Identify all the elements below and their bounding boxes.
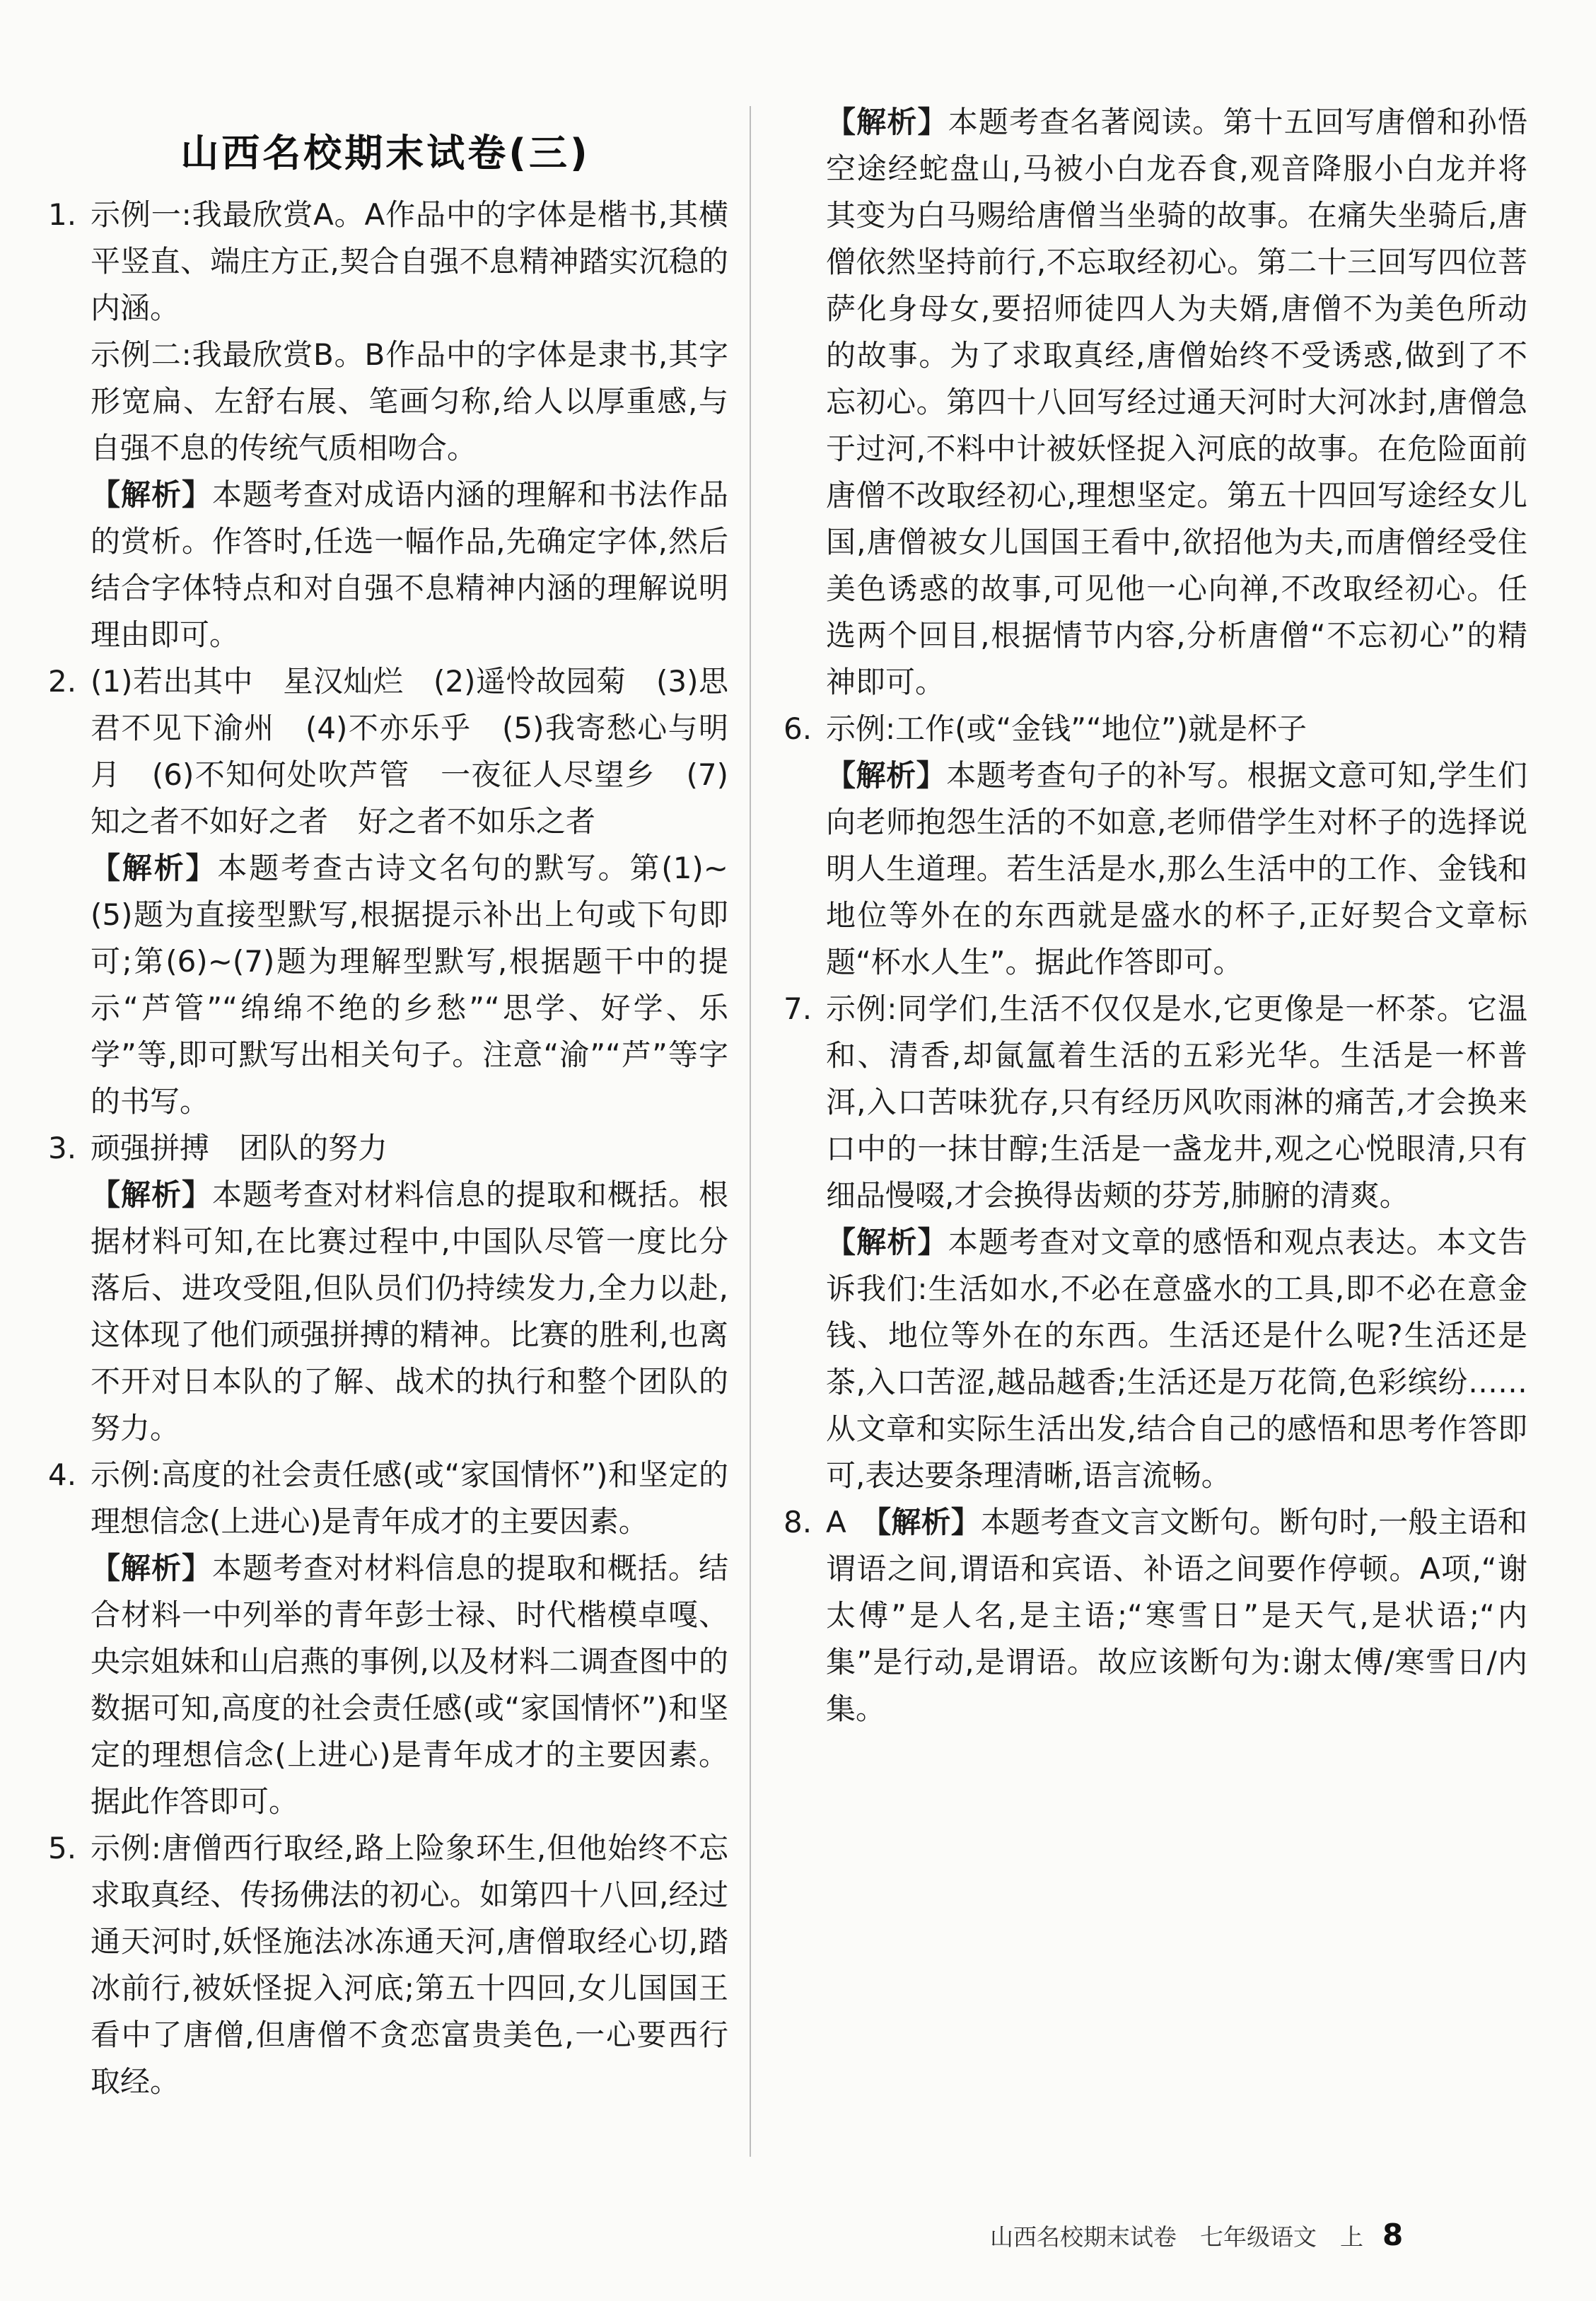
analysis-tag: 【解析】 (826, 105, 948, 139)
page-footer (990, 2218, 1403, 2252)
analysis-tag: 【解析】 (91, 1551, 212, 1585)
item-number: 4. (48, 1457, 77, 1492)
answer-text: 顽强拼搏 团队的努力 (91, 1131, 388, 1165)
answer-item-5-continued (778, 99, 1527, 706)
analysis-body: 本题考查对材料信息的提取和概括。结合材料一中列举的青年彭士禄、时代楷模卓嘎、央宗姐妹和山启燕的事例,以及材料二调查图中的数据可知,高度的社会责任感(或“家国情怀”)和坚定的理想信念(上进心)是青年成才的主要因素。据此作答即可。 (91, 1551, 728, 1819)
analysis-tag: 【解析】 (876, 1505, 981, 1539)
analysis-tag: 【解析】 (826, 1225, 948, 1259)
answer-text: 示例:工作(或“金钱”“地位”)就是杯子 (826, 711, 1307, 746)
answer-item-7 (778, 986, 1527, 1499)
answer-text: 示例:唐僧西行取经,路上险象环生,但他始终不忘求取真经、传扬佛法的初心。如第四十八回,经过通天河时,妖怪施法冰冻通天河,唐僧取经心切,踏冰前行,被妖怪捉入河底;第五十四回,女儿国国王看中了唐僧,但唐僧不贪恋富贵美色,一心要西行取经。 (91, 1831, 728, 2099)
answer-text: (1)若出其中 星汉灿烂 (2)遥怜故园菊 (3)思君不见下渝州 (4)不亦乐乎 (5)我寄愁心与明月 (6)不知何处吹芦管 一夜征人尽望乡 (7)知之者不如好之者 好之者不如乐之者 (91, 664, 728, 839)
analysis-tag: 【解析】 (826, 758, 947, 793)
item-number: 7. (784, 991, 812, 1026)
answer-text: 示例一:我最欣赏A。A作品中的字体是楷书,其横平竖直、端庄方正,契合自强不息精神踏实沉稳的内涵。 (91, 197, 728, 325)
answer-item-1 (42, 192, 728, 658)
analysis-body: 本题考查对材料信息的提取和概括。根据材料可知,在比赛过程中,中国队尽管一度比分落后、进攻受阻,但队员们仍持续发力,全力以赴,这体现了他们顽强拼搏的精神。比赛的胜利,也离不开对日本队的了解、战术的执行和整个团队的努力。 (91, 1177, 728, 1445)
analysis-body: 本题考查文言文断句。断句时,一般主语和谓语之间,谓语和宾语、补语之间要作停顿。A项,“谢太傅”是人名,是主语;“寒雪日”是天气,是状语;“内集”是行动,是谓语。故应该断句为:谢太傅/寒雪日/内集。 (826, 1505, 1527, 1726)
analysis-text (91, 845, 728, 1125)
left-column (42, 92, 728, 2105)
analysis-body: 本题考查古诗文名句的默写。第(1)~(5)题为直接型默写,根据提示补出上句或下句即可;第(6)~(7)题为理解型默写,根据题干中的提示“芦管”“绵绵不绝的乡愁”“思学、好学、乐学”等,即可默写出相关句子。注意“渝”“芦”等字的书写。 (91, 851, 728, 1119)
answer-item-6 (778, 706, 1527, 986)
analysis-body: 本题考查对文章的感悟和观点表达。本文告诉我们:生活如水,不必在意盛水的工具,即不必在意金钱、地位等外在的东西。生活还是什么呢?生活还是茶,入口苦涩,越品越香;生活还是万花筒,色彩缤纷……从文章和实际生活出发,结合自己的感悟和思考作答即可,表达要条理清晰,语言流畅。 (826, 1225, 1527, 1493)
answer-text: 示例:高度的社会责任感(或“家国情怀”)和坚定的理想信念(上进心)是青年成才的主要因素。 (91, 1457, 728, 1539)
item-number: 3. (48, 1131, 77, 1165)
answer-item-8 (778, 1499, 1527, 1732)
analysis-text (91, 1172, 728, 1452)
answer-text: 示例:同学们,生活不仅仅是水,它更像是一杯茶。它温和、清香,却氤氲着生活的五彩光华。生活是一杯普洱,入口苦味犹存,只有经历风吹雨淋的痛苦,才会换来口中的一抹甘醇;生活是一盏龙井,观之心悦眼清,只有细品慢啜,才会换得齿颊的芬芳,肺腑的清爽。 (826, 991, 1527, 1213)
footer-text: 山西名校期末试卷 七年级语文 上 (990, 2223, 1363, 2251)
page-title: 山西名校期末试卷(三) (180, 131, 590, 175)
analysis-body: 本题考查对成语内涵的理解和书法作品的赏析。作答时,任选一幅作品,先确定字体,然后结合字体特点和对自强不息精神内涵的理解说明理由即可。 (91, 477, 728, 652)
answer-choice: A (826, 1505, 877, 1539)
analysis-text (91, 1545, 728, 1825)
analysis-body: 本题考查名著阅读。第十五回写唐僧和孙悟空途经蛇盘山,马被小白龙吞食,观音降服小白龙并将其变为白马赐给唐僧当坐骑的故事。在痛失坐骑后,唐僧依然坚持前行,不忘取经初心。第二十三回写四位菩萨化身母女,要招师徒四人为夫婿,唐僧不为美色所动的故事。为了求取真经,唐僧始终不受诱惑,做到了不忘初心。第四十八回写经过通天河时大河冰封,唐僧急于过河,不料中计被妖怪捉入河底的故事。在危险面前唐僧不改取经初心,理想坚定。第五十四回写途经女儿国,唐僧被女儿国国王看中,欲招他为夫,而唐僧经受住美色诱惑的故事,可见他一心向禅,不改取经初心。任选两个回目,根据情节内容,分析唐僧“不忘初心”的精神即可。 (826, 105, 1527, 699)
answer-item-5 (42, 1825, 728, 2105)
analysis-tag: 【解析】 (91, 851, 218, 885)
analysis-text (826, 752, 1527, 986)
answer-item-2 (42, 658, 728, 1125)
item-number: 2. (48, 664, 77, 699)
analysis-tag: 【解析】 (91, 477, 212, 512)
analysis-text (826, 99, 1527, 706)
column-divider (750, 106, 751, 2157)
item-number: 1. (48, 197, 77, 232)
analysis-text (91, 472, 728, 658)
analysis-text (826, 1219, 1527, 1499)
item-number: 8. (784, 1505, 812, 1539)
answer-text: 示例二:我最欣赏B。B作品中的字体是隶书,其字形宽扁、左舒右展、笔画匀称,给人以厚重感,与自强不息的传统气质相吻合。 (91, 337, 728, 465)
answer-item-3 (42, 1125, 728, 1452)
answer-item-4 (42, 1452, 728, 1825)
item-number: 6. (784, 711, 812, 746)
analysis-tag: 【解析】 (91, 1177, 212, 1212)
page-number: 8 (1382, 2218, 1404, 2252)
analysis-body: 本题考查句子的补写。根据文意可知,学生们向老师抱怨生活的不如意,老师借学生对杯子的选择说明人生道理。若生活是水,那么生活中的工作、金钱和地位等外在的东西就是盛水的杯子,正好契合文章标题“杯水人生”。据此作答即可。 (826, 758, 1527, 979)
right-column (778, 99, 1527, 1732)
item-number: 5. (48, 1831, 77, 1865)
answer-text (826, 1499, 1527, 1732)
